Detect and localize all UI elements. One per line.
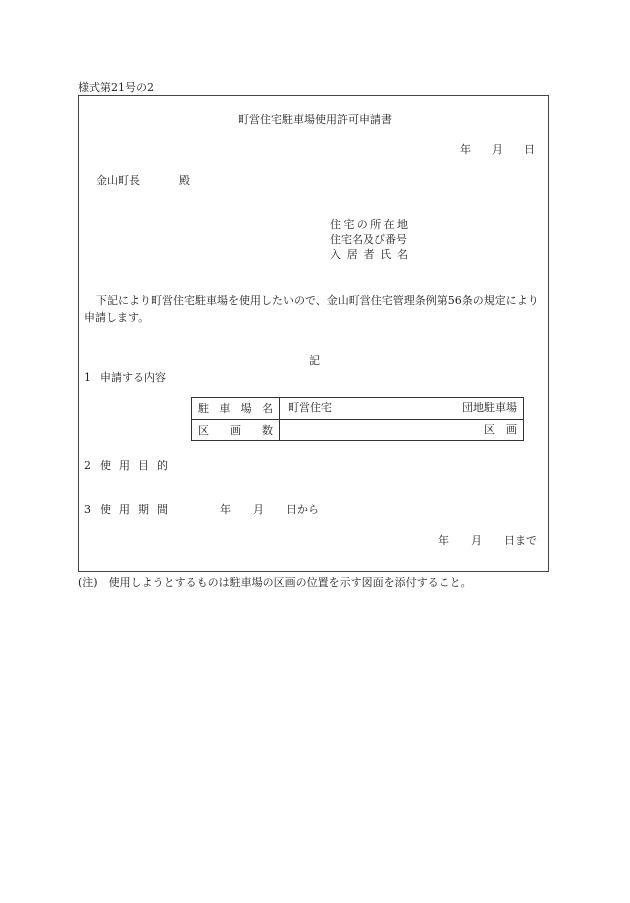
ki-heading: 記 (309, 354, 320, 367)
date-day-label: 日 (524, 143, 535, 156)
section-count-unit: 区 画 (484, 423, 517, 436)
section-1-number: 1 (84, 371, 91, 384)
section-2-number: 2 (84, 459, 91, 472)
form-frame (78, 95, 549, 572)
parking-name-header: 駐 車 場 名 (192, 398, 280, 419)
period-from-month: 月 (253, 503, 264, 516)
parking-name-prefix: 町営住宅 (288, 401, 332, 414)
document-title: 町営住宅駐車場使用許可申請書 (238, 113, 392, 126)
section-3-label: 使 用 期 間 (100, 503, 168, 516)
form-number-label: 様式第21号の2 (78, 81, 154, 94)
date-year-label: 年 (460, 143, 471, 156)
address-label: 住 宅 の 所 在 地 (330, 218, 408, 231)
addressee-honorific: 殿 (179, 174, 190, 187)
parking-detail-table (191, 397, 524, 441)
attachment-note: (注) 使用しようとするものは駐車場の区画の位置を示す図面を添付すること。 (78, 576, 472, 589)
section-2-label: 使 用 目 的 (100, 459, 168, 472)
section-1-label: 申請する内容 (100, 371, 166, 384)
addressee-name: 金山町長 (96, 174, 140, 187)
section-3-number: 3 (84, 503, 91, 516)
table-row-parking-name (192, 398, 523, 419)
table-row-section-count (192, 419, 523, 441)
date-month-label: 月 (492, 143, 503, 156)
period-to-year: 年 (438, 534, 449, 547)
section-count-header: 区 画 数 (192, 420, 280, 441)
application-body-text: 下記により町営住宅駐車場を使用したいので、金山町営住宅管理条例第56条の規定により申請します。 (84, 294, 539, 324)
period-from-day: 日から (286, 503, 319, 516)
period-to-day: 日まで (504, 534, 537, 547)
parking-name-suffix: 団地駐車場 (462, 401, 517, 414)
house-name-label: 住宅名及び番号 (330, 233, 407, 246)
period-to-month: 月 (471, 534, 482, 547)
period-from-year: 年 (220, 503, 231, 516)
resident-name-label: 入 居 者 氏 名 (330, 248, 408, 261)
